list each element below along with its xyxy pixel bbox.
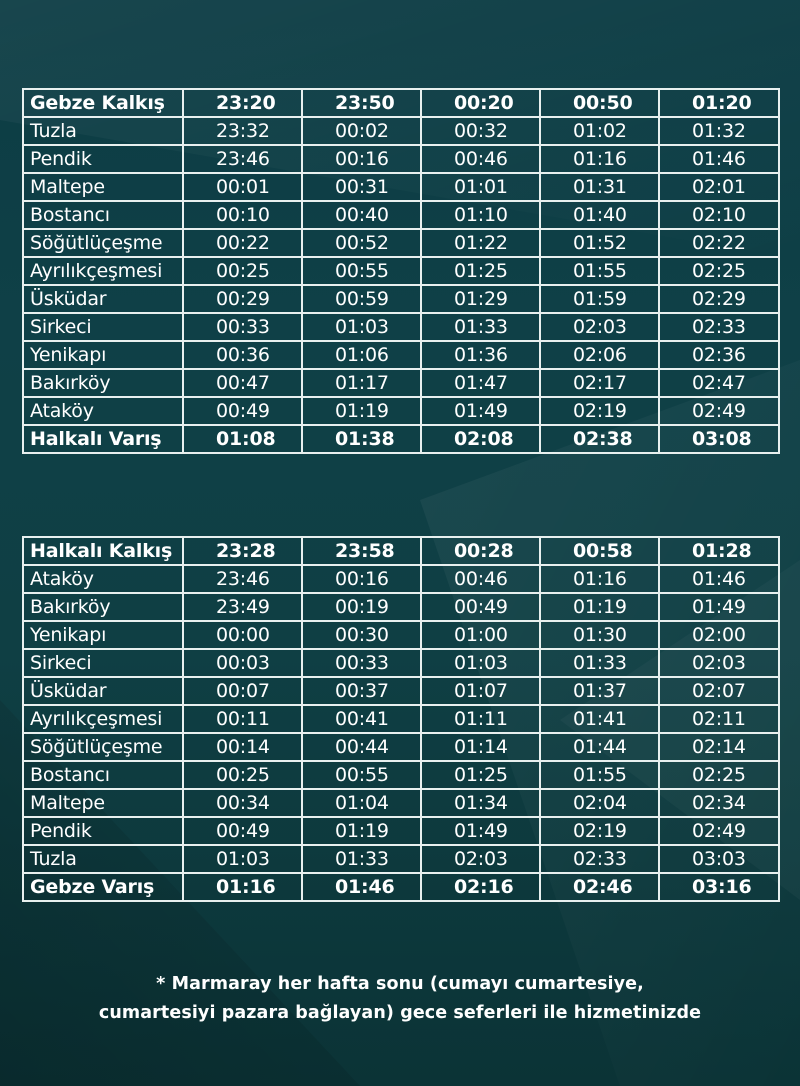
time-cell: 00:34	[183, 789, 302, 817]
station-row	[23, 789, 779, 817]
time-cell: 00:30	[302, 621, 421, 649]
time-cell: 01:36	[421, 341, 540, 369]
time-cell: 00:07	[183, 677, 302, 705]
time-cell: 01:22	[421, 229, 540, 257]
time-cell: 03:03	[659, 845, 779, 873]
time-cell: 00:40	[302, 201, 421, 229]
time-cell: 23:46	[183, 565, 302, 593]
footnote-line-2: cumartesiyi pazara bağlayan) gece seferleri ile hizmetinizde	[98, 1003, 702, 1023]
time-cell: 00:01	[183, 173, 302, 201]
time-cell: 00:31	[302, 173, 421, 201]
time-cell: 00:32	[421, 117, 540, 145]
station-name-cell: Üsküdar	[23, 677, 183, 705]
station-name-cell: Söğütlüçeşme	[23, 733, 183, 761]
time-cell: 02:07	[659, 677, 779, 705]
time-cell: 01:38	[302, 425, 421, 453]
header-row	[23, 537, 779, 565]
arrival-row	[23, 425, 779, 453]
time-cell: 02:14	[659, 733, 779, 761]
time-cell: 02:10	[659, 201, 779, 229]
timetable-gebze-to-halkali	[22, 88, 780, 454]
time-cell: 01:25	[421, 761, 540, 789]
time-cell: 01:10	[421, 201, 540, 229]
time-cell: 01:46	[659, 145, 779, 173]
station-name-cell: Yenikapı	[23, 341, 183, 369]
station-row	[23, 397, 779, 425]
station-row	[23, 313, 779, 341]
time-cell: 01:16	[540, 145, 659, 173]
station-name-cell: Bostancı	[23, 761, 183, 789]
time-cell: 01:33	[302, 845, 421, 873]
time-cell: 00:14	[183, 733, 302, 761]
arrival-row	[23, 873, 779, 901]
time-cell: 02:25	[659, 761, 779, 789]
time-cell: 01:31	[540, 173, 659, 201]
time-cell: 02:04	[540, 789, 659, 817]
station-name-cell: Pendik	[23, 817, 183, 845]
time-cell: 01:33	[540, 649, 659, 677]
time-cell: 23:58	[302, 537, 421, 565]
station-row	[23, 257, 779, 285]
time-cell: 00:44	[302, 733, 421, 761]
time-cell: 00:36	[183, 341, 302, 369]
station-name-cell: Tuzla	[23, 845, 183, 873]
station-row	[23, 817, 779, 845]
station-name-cell: Sirkeci	[23, 649, 183, 677]
station-name-cell: Gebze Varış	[23, 873, 183, 901]
time-cell: 23:50	[302, 89, 421, 117]
station-name-cell: Halkalı Kalkış	[23, 537, 183, 565]
time-cell: 01:19	[302, 817, 421, 845]
timetable-halkali-to-gebze	[22, 536, 780, 902]
station-name-cell: Yenikapı	[23, 621, 183, 649]
time-cell: 00:59	[302, 285, 421, 313]
time-cell: 02:33	[659, 313, 779, 341]
time-cell: 01:16	[540, 565, 659, 593]
time-cell: 02:03	[421, 845, 540, 873]
time-cell: 01:44	[540, 733, 659, 761]
time-cell: 00:03	[183, 649, 302, 677]
time-cell: 01:20	[659, 89, 779, 117]
time-cell: 00:46	[421, 145, 540, 173]
time-cell: 03:16	[659, 873, 779, 901]
station-name-cell: Maltepe	[23, 173, 183, 201]
time-cell: 01:03	[302, 313, 421, 341]
station-row	[23, 285, 779, 313]
time-cell: 00:37	[302, 677, 421, 705]
time-cell: 00:55	[302, 761, 421, 789]
time-cell: 01:49	[421, 397, 540, 425]
time-cell: 00:28	[421, 537, 540, 565]
time-cell: 01:04	[302, 789, 421, 817]
time-cell: 01:07	[421, 677, 540, 705]
time-cell: 02:33	[540, 845, 659, 873]
station-name-cell: Ataköy	[23, 397, 183, 425]
time-cell: 02:16	[421, 873, 540, 901]
station-row	[23, 705, 779, 733]
time-cell: 23:28	[183, 537, 302, 565]
time-cell: 23:49	[183, 593, 302, 621]
time-cell: 00:49	[421, 593, 540, 621]
time-cell: 00:00	[183, 621, 302, 649]
time-cell: 01:55	[540, 761, 659, 789]
footnote	[0, 970, 800, 1028]
time-cell: 01:00	[421, 621, 540, 649]
station-row	[23, 145, 779, 173]
time-cell: 01:03	[183, 845, 302, 873]
station-name-cell: Gebze Kalkış	[23, 89, 183, 117]
time-cell: 01:47	[421, 369, 540, 397]
station-row	[23, 677, 779, 705]
station-row	[23, 369, 779, 397]
station-row	[23, 649, 779, 677]
time-cell: 02:03	[540, 313, 659, 341]
time-cell: 01:59	[540, 285, 659, 313]
time-cell: 02:11	[659, 705, 779, 733]
time-cell: 01:49	[421, 817, 540, 845]
station-row	[23, 117, 779, 145]
time-cell: 00:19	[302, 593, 421, 621]
time-cell: 00:58	[540, 537, 659, 565]
time-cell: 23:46	[183, 145, 302, 173]
time-cell: 00:55	[302, 257, 421, 285]
time-cell: 00:49	[183, 397, 302, 425]
time-cell: 01:32	[659, 117, 779, 145]
station-row	[23, 229, 779, 257]
station-name-cell: Maltepe	[23, 789, 183, 817]
station-name-cell: Halkalı Varış	[23, 425, 183, 453]
time-cell: 23:20	[183, 89, 302, 117]
time-cell: 00:29	[183, 285, 302, 313]
time-cell: 01:11	[421, 705, 540, 733]
time-cell: 01:40	[540, 201, 659, 229]
station-name-cell: Bakırköy	[23, 593, 183, 621]
time-cell: 01:41	[540, 705, 659, 733]
station-name-cell: Ayrılıkçeşmesi	[23, 257, 183, 285]
station-row	[23, 341, 779, 369]
time-cell: 01:46	[302, 873, 421, 901]
time-cell: 02:17	[540, 369, 659, 397]
station-name-cell: Üsküdar	[23, 285, 183, 313]
time-cell: 00:41	[302, 705, 421, 733]
time-cell: 01:17	[302, 369, 421, 397]
time-cell: 01:03	[421, 649, 540, 677]
footnote-line-1: * Marmaray her hafta sonu (cumayı cumartesiye,	[156, 974, 644, 994]
time-cell: 03:08	[659, 425, 779, 453]
station-name-cell: Bakırköy	[23, 369, 183, 397]
time-cell: 01:28	[659, 537, 779, 565]
time-cell: 00:33	[183, 313, 302, 341]
time-cell: 02:01	[659, 173, 779, 201]
time-cell: 02:38	[540, 425, 659, 453]
time-cell: 01:19	[540, 593, 659, 621]
time-cell: 01:06	[302, 341, 421, 369]
time-cell: 02:22	[659, 229, 779, 257]
time-cell: 02:46	[540, 873, 659, 901]
time-cell: 02:36	[659, 341, 779, 369]
time-cell: 00:16	[302, 145, 421, 173]
time-cell: 01:29	[421, 285, 540, 313]
station-name-cell: Pendik	[23, 145, 183, 173]
header-row	[23, 89, 779, 117]
time-cell: 01:02	[540, 117, 659, 145]
station-row	[23, 621, 779, 649]
time-cell: 01:37	[540, 677, 659, 705]
station-row	[23, 593, 779, 621]
time-cell: 00:20	[421, 89, 540, 117]
time-cell: 00:16	[302, 565, 421, 593]
station-row	[23, 173, 779, 201]
time-cell: 00:10	[183, 201, 302, 229]
station-name-cell: Ayrılıkçeşmesi	[23, 705, 183, 733]
time-cell: 02:47	[659, 369, 779, 397]
time-cell: 01:25	[421, 257, 540, 285]
station-name-cell: Sirkeci	[23, 313, 183, 341]
time-cell: 02:19	[540, 397, 659, 425]
time-cell: 00:33	[302, 649, 421, 677]
time-cell: 01:01	[421, 173, 540, 201]
time-cell: 01:55	[540, 257, 659, 285]
time-cell: 23:32	[183, 117, 302, 145]
time-cell: 01:16	[183, 873, 302, 901]
time-cell: 01:19	[302, 397, 421, 425]
time-cell: 02:03	[659, 649, 779, 677]
time-cell: 01:30	[540, 621, 659, 649]
time-cell: 00:25	[183, 257, 302, 285]
time-cell: 00:25	[183, 761, 302, 789]
time-cell: 02:25	[659, 257, 779, 285]
station-row	[23, 845, 779, 873]
time-cell: 02:49	[659, 397, 779, 425]
station-row	[23, 733, 779, 761]
time-cell: 00:52	[302, 229, 421, 257]
time-cell: 01:49	[659, 593, 779, 621]
time-cell: 02:08	[421, 425, 540, 453]
time-cell: 02:29	[659, 285, 779, 313]
time-cell: 01:46	[659, 565, 779, 593]
time-cell: 02:49	[659, 817, 779, 845]
station-name-cell: Ataköy	[23, 565, 183, 593]
time-cell: 00:46	[421, 565, 540, 593]
time-cell: 00:49	[183, 817, 302, 845]
time-cell: 02:06	[540, 341, 659, 369]
time-cell: 01:14	[421, 733, 540, 761]
time-cell: 00:02	[302, 117, 421, 145]
time-cell: 01:08	[183, 425, 302, 453]
station-row	[23, 201, 779, 229]
station-name-cell: Söğütlüçeşme	[23, 229, 183, 257]
station-name-cell: Tuzla	[23, 117, 183, 145]
time-cell: 01:33	[421, 313, 540, 341]
time-cell: 01:52	[540, 229, 659, 257]
time-cell: 00:47	[183, 369, 302, 397]
time-cell: 00:11	[183, 705, 302, 733]
station-row	[23, 565, 779, 593]
time-cell: 00:22	[183, 229, 302, 257]
station-name-cell: Bostancı	[23, 201, 183, 229]
time-cell: 02:00	[659, 621, 779, 649]
time-cell: 01:34	[421, 789, 540, 817]
station-row	[23, 761, 779, 789]
time-cell: 02:34	[659, 789, 779, 817]
time-cell: 00:50	[540, 89, 659, 117]
time-cell: 02:19	[540, 817, 659, 845]
